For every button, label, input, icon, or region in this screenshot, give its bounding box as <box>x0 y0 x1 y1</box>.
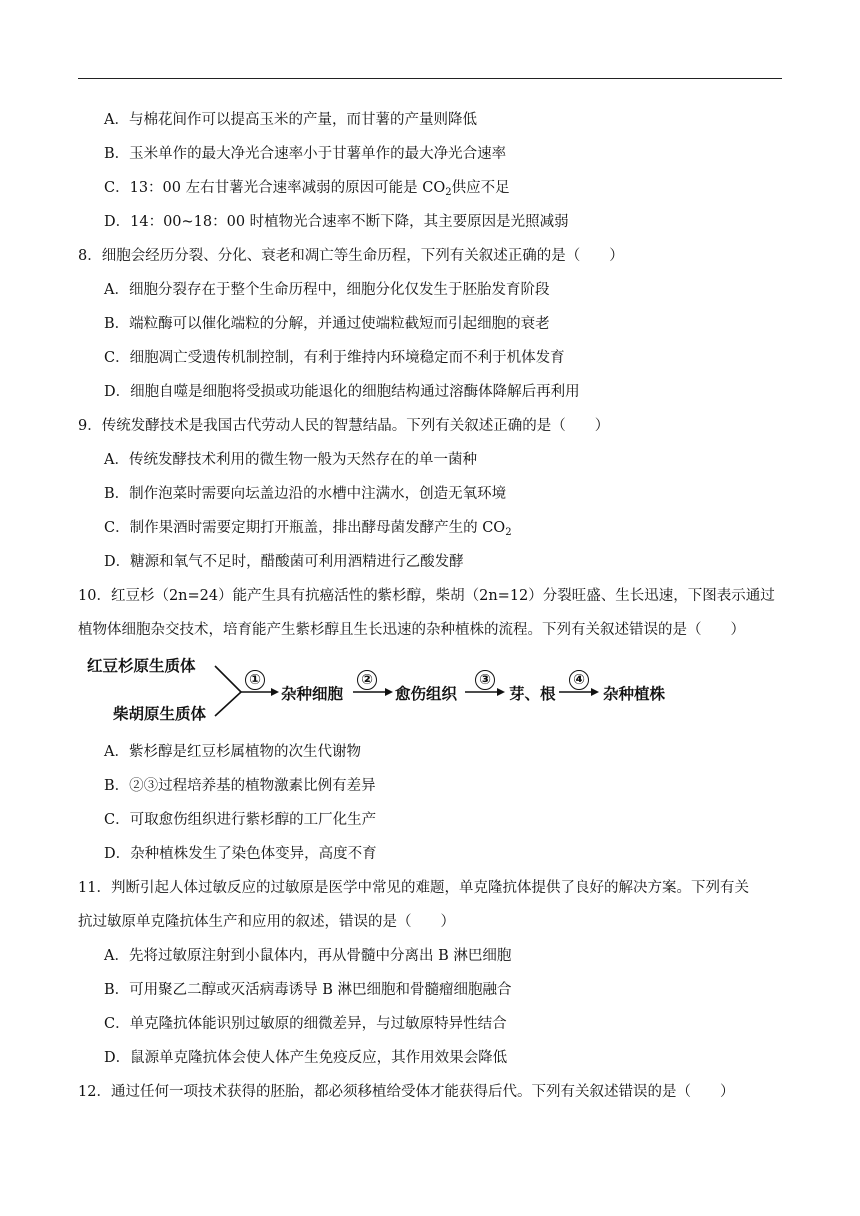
arrow-2-head <box>385 688 393 696</box>
step-1-marker: ① <box>245 670 265 690</box>
arrow-3-head <box>497 688 505 696</box>
q11-stem-line1: 11．判断引起人体过敏反应的过敏原是医学中常见的难题，单克隆抗体提供了良好的解决方案。下列有关 <box>78 880 749 896</box>
co2-formula: $CO_2$ <box>422 180 452 198</box>
q11-option-c: C．单克隆抗体能识别过敏原的细微差异，与过敏原特异性结合 <box>104 1016 507 1032</box>
node-bud-root: 芽、根 <box>509 685 556 703</box>
node-hybrid-plant: 杂种植株 <box>603 685 666 703</box>
q10-option-a: A．紫杉醇是红豆杉属植物的次生代谢物 <box>104 744 361 760</box>
q9-option-d: D．糖源和氧气不足时，醋酸菌可利用酒精进行乙酸发酵 <box>104 554 464 570</box>
q7-option-d: D．14：00~18：00 时植物光合速率不断下降，其主要原因是光照减弱 <box>104 214 569 230</box>
q11-option-d: D．鼠源单克隆抗体会使人体产生免疫反应，其作用效果会降低 <box>104 1050 508 1066</box>
input-chaihu-protoplast: 柴胡原生质体 <box>113 705 207 723</box>
q8-option-a: A．细胞分裂存在于整个生命历程中，细胞分化仅发生于胚胎发育阶段 <box>104 282 550 298</box>
co2-formula: $CO_2$ <box>482 520 512 538</box>
q9-stem: 9．传统发酵技术是我国古代劳动人民的智慧结晶。下列有关叙述正确的是（ ） <box>78 418 610 434</box>
step-3-marker: ③ <box>475 670 495 690</box>
input-hongdoushan-protoplast: 红豆杉原生质体 <box>87 657 196 675</box>
q8-option-c: C．细胞凋亡受遗传机制控制，有利于维持内环境稳定而不利于机体发育 <box>104 350 565 366</box>
q10-stem-line1: 10．红豆杉（2n=24）能产生具有抗癌活性的紫杉醇，柴胡（2n=12）分裂旺盛、生长迅速，下图表示通过 <box>78 588 775 604</box>
q8-stem: 8．细胞会经历分裂、分化、衰老和凋亡等生命历程，下列有关叙述正确的是（ ） <box>78 248 624 264</box>
merge-line-bottom <box>215 692 241 716</box>
step-2-marker: ② <box>357 670 377 690</box>
arrow-1-head <box>271 688 279 696</box>
q10-option-b: B．②③过程培养基的植物激素比例有差异 <box>104 778 376 794</box>
q11-option-a: A．先将过敏原注射到小鼠体内，再从骨髓中分离出 B 淋巴细胞 <box>104 948 512 964</box>
merge-line-top <box>215 666 241 692</box>
flow-diagram <box>85 652 685 724</box>
q10-option-d: D．杂种植株发生了染色体变异，高度不育 <box>104 846 377 862</box>
arrow-4-head <box>591 688 599 696</box>
q7-option-c-text: C．13：00 左右甘薯光合速率减弱的原因可能是 <box>104 180 423 196</box>
q11-option-b: B．可用聚乙二醇或灭活病毒诱导 B 淋巴细胞和骨髓瘤细胞融合 <box>104 982 512 998</box>
q9-option-a: A．传统发酵技术利用的微生物一般为天然存在的单一菌种 <box>104 452 477 468</box>
q7-option-b: B．玉米单作的最大净光合速率小于甘薯单作的最大净光合速率 <box>104 146 507 162</box>
q11-stem-line2: 抗过敏原单克隆抗体生产和应用的叙述，错误的是（ ） <box>78 914 455 930</box>
q9-option-c: C．制作果酒时需要定期打开瓶盖，排出酵母菌发酵产生的 $CO_2$ <box>104 520 512 538</box>
q9-option-b: B．制作泡菜时需要向坛盖边沿的水槽中注满水，创造无氧环境 <box>104 486 507 502</box>
q8-option-d: D．细胞自噬是细胞将受损或功能退化的细胞结构通过溶酶体降解后再利用 <box>104 384 580 400</box>
q10-option-c: C．可取愈伤组织进行紫杉醇的工厂化生产 <box>104 812 377 828</box>
q8-option-b: B．端粒酶可以催化端粒的分解，并通过使端粒截短而引起细胞的衰老 <box>104 316 550 332</box>
q7-option-a: A．与棉花间作可以提高玉米的产量，而甘薯的产量则降低 <box>104 112 477 128</box>
q10-stem-line2: 植物体细胞杂交技术，培育能产生紫杉醇且生长迅速的杂种植株的流程。下列有关叙述错误的是（ ） <box>78 622 745 638</box>
q12-stem: 12．通过任何一项技术获得的胚胎，都必须移植给受体才能获得后代。下列有关叙述错误的是（ ） <box>78 1084 735 1100</box>
q7-option-c: C．13：00 左右甘薯光合速率减弱的原因可能是 $CO_2$供应不足 <box>104 180 510 198</box>
header-rule <box>78 78 782 79</box>
node-hybrid-cell: 杂种细胞 <box>281 685 344 703</box>
step-4-marker: ④ <box>569 670 589 690</box>
node-callus: 愈伤组织 <box>395 685 458 703</box>
